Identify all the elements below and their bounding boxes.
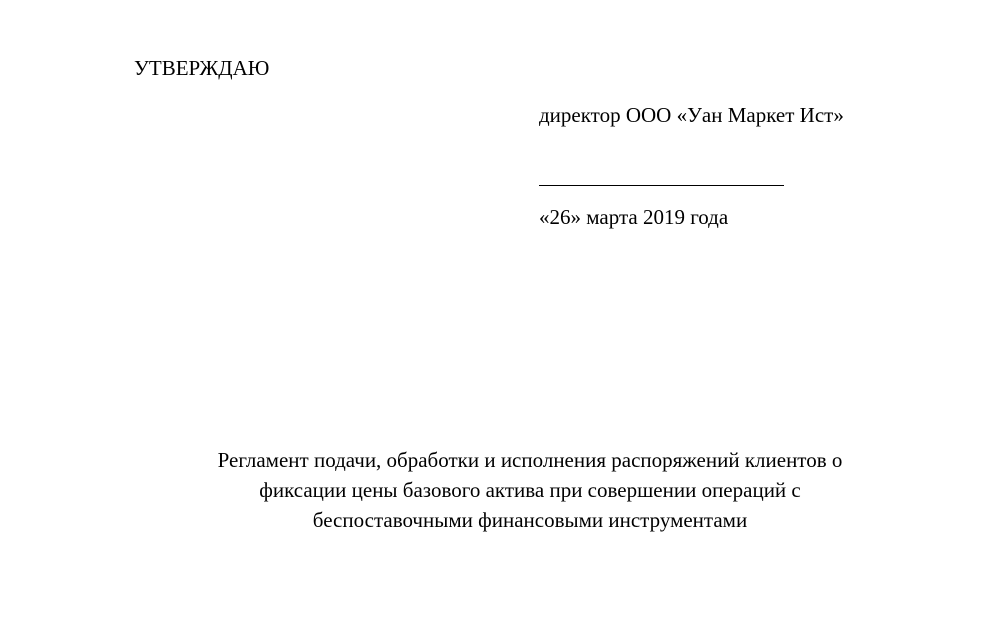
document-title-line: беспоставочными финансовыми инструментами xyxy=(312,508,748,532)
document-title-line: фиксации цены базового актива при совершении операций с xyxy=(259,478,801,502)
signature-line xyxy=(539,185,784,186)
approval-date: «26» марта 2019 года xyxy=(539,205,729,229)
approval-heading: УТВЕРЖДАЮ xyxy=(134,56,270,80)
document-title-line: Регламент подачи, обработки и исполнения распоряжений клиентов о xyxy=(217,448,843,472)
director-position: директор ООО «Уан Маркет Ист» xyxy=(539,103,844,127)
